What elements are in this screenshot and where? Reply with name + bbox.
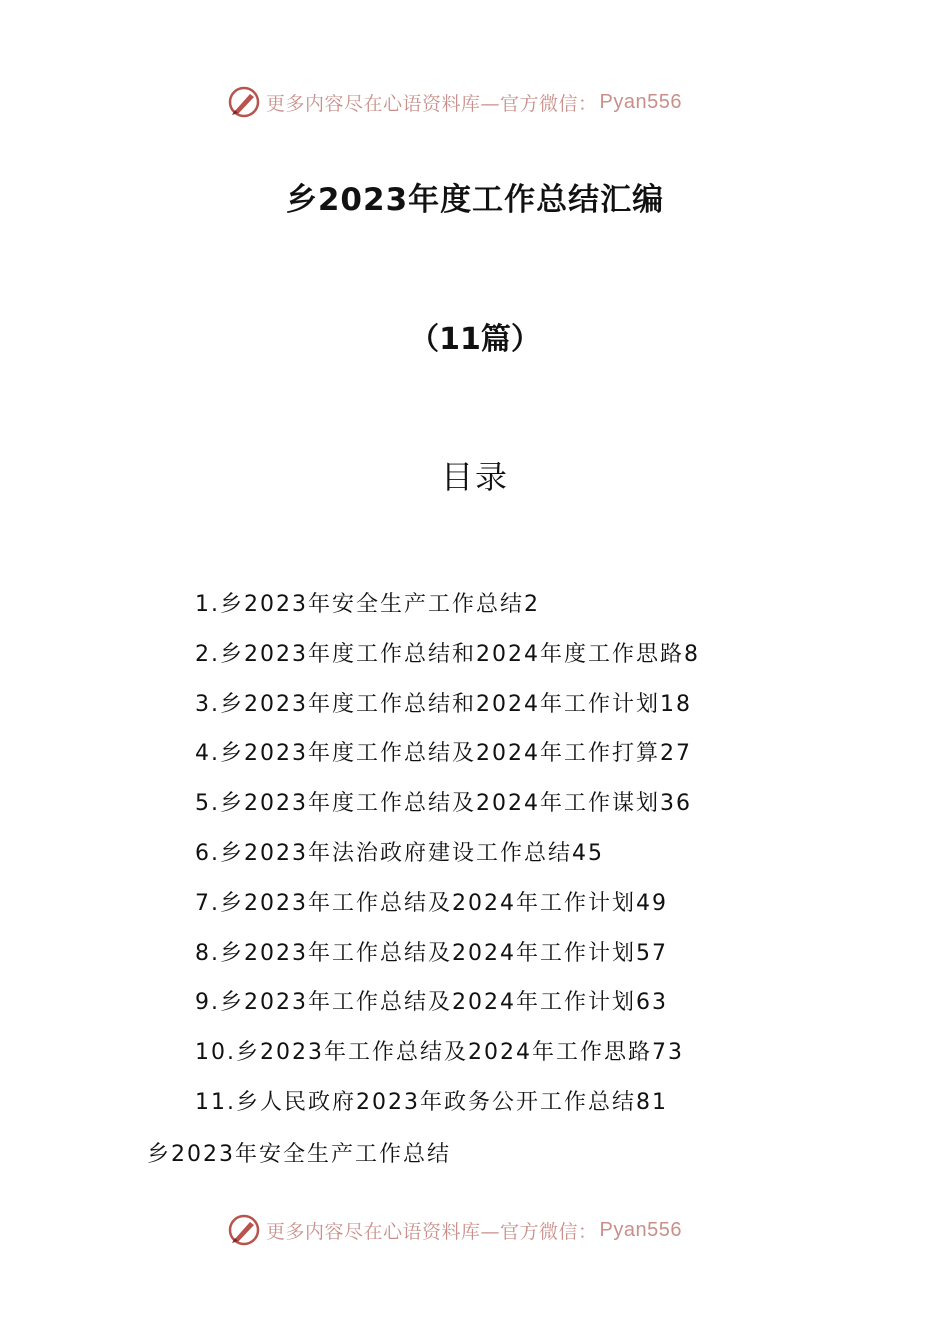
toc-item[interactable]: 1.乡2023年安全生产工作总结2 xyxy=(195,592,540,617)
header-watermark xyxy=(226,84,682,120)
section-heading: 乡2023年安全生产工作总结 xyxy=(147,1142,451,1167)
toc-item[interactable]: 2.乡2023年度工作总结和2024年度工作思路8 xyxy=(195,641,700,667)
toc-item[interactable]: 5.乡2023年度工作总结及2024年工作谋划36 xyxy=(195,791,692,817)
watermark-text: 更多内容尽在心语资料库—官方微信： xyxy=(266,92,598,115)
toc-item[interactable]: 8.乡2023年工作总结及2024年工作计划57 xyxy=(195,940,668,966)
toc-item[interactable]: 11.乡人民政府2023年政务公开工作总结81 xyxy=(195,1089,668,1115)
watermark-id: Pyan556 xyxy=(599,1218,682,1241)
toc-item[interactable]: 10.乡2023年工作总结及2024年工作思路73 xyxy=(195,1040,684,1066)
document-title: 乡2023年度工作总结汇编 xyxy=(285,182,665,218)
pen-logo-icon xyxy=(226,84,262,120)
toc-item[interactable]: 9.乡2023年工作总结及2024年工作计划63 xyxy=(195,990,668,1016)
toc-item[interactable]: 3.乡2023年度工作总结和2024年工作计划18 xyxy=(195,691,692,717)
footer-watermark xyxy=(226,1212,682,1248)
table-of-contents xyxy=(195,588,700,1136)
toc-heading: 目录 xyxy=(440,458,509,496)
toc-item[interactable]: 6.乡2023年法治政府建设工作总结45 xyxy=(195,840,604,866)
pen-logo-icon xyxy=(226,1212,262,1248)
toc-item[interactable]: 7.乡2023年工作总结及2024年工作计划49 xyxy=(195,890,668,916)
watermark-text: 更多内容尽在心语资料库—官方微信： xyxy=(266,1220,598,1243)
toc-item[interactable]: 4.乡2023年度工作总结及2024年工作打算27 xyxy=(195,741,692,767)
watermark-id: Pyan556 xyxy=(599,90,682,113)
document-subtitle: （11篇） xyxy=(409,322,541,357)
